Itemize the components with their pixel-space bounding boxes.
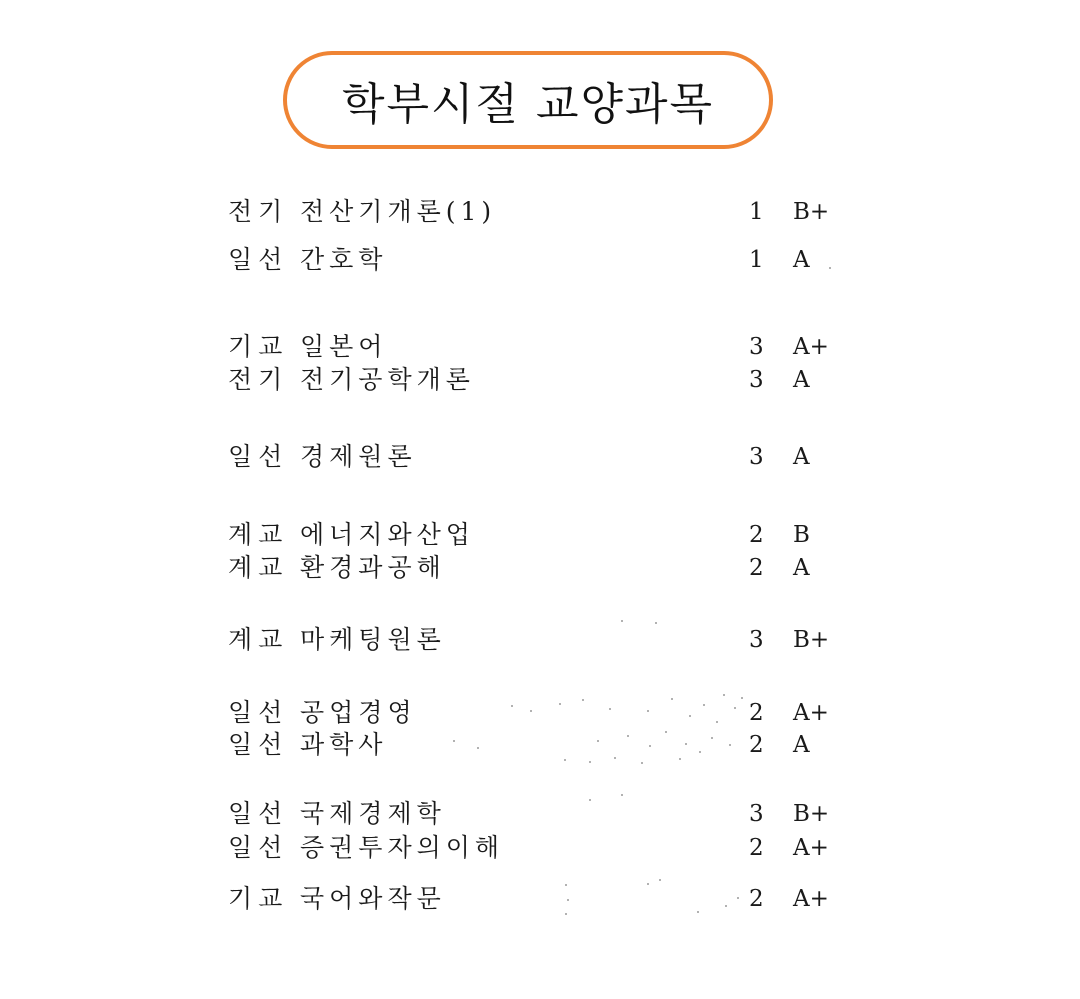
course-category: 일선 — [228, 799, 289, 828]
course-credits: 2 — [749, 522, 764, 548]
course-credits: 3 — [749, 334, 764, 360]
course-name: 과학사 — [300, 730, 388, 759]
course-name: 공업경영 — [300, 698, 417, 727]
course-category: 전기 — [228, 365, 289, 394]
course-credits: 3 — [749, 444, 764, 470]
course-name: 환경과공해 — [300, 553, 446, 582]
course-category: 계교 — [228, 553, 289, 582]
course-credits: 1 — [749, 199, 764, 225]
course-grade: A — [793, 444, 810, 470]
course-grade: A — [793, 247, 810, 273]
course-grade: B+ — [793, 627, 830, 653]
course-name: 국제경제학 — [300, 799, 446, 828]
course-credits: 2 — [749, 555, 764, 581]
course-name: 국어와작문 — [300, 884, 446, 913]
course-credits: 2 — [749, 732, 764, 758]
course-name: 전산기개론(1) — [300, 197, 497, 226]
course-grade: A+ — [793, 886, 829, 912]
course-category: 일선 — [228, 442, 289, 471]
course-credits: 2 — [749, 700, 764, 726]
course-category: 전기 — [228, 197, 289, 226]
course-grade: A — [793, 732, 810, 758]
course-credits: 3 — [749, 627, 764, 653]
course-credits: 2 — [749, 886, 764, 912]
course-name: 전기공학개론 — [300, 365, 475, 394]
course-category: 일선 — [228, 730, 289, 759]
course-category: 계교 — [228, 625, 289, 654]
course-credits: 3 — [749, 367, 764, 393]
course-category: 기교 — [228, 884, 289, 913]
course-name: 마케팅원론 — [300, 625, 446, 654]
page-title: 학부시절 교양과목 — [341, 79, 715, 130]
course-category: 일선 — [228, 833, 289, 862]
course-grade: A+ — [793, 334, 829, 360]
course-grade: A — [793, 367, 810, 393]
course-name: 증권투자의이해 — [300, 833, 505, 862]
course-name: 경제원론 — [300, 442, 417, 471]
course-grade: B+ — [793, 801, 830, 827]
course-category: 기교 — [228, 332, 289, 361]
course-name: 에너지와산업 — [300, 520, 475, 549]
course-credits: 2 — [749, 835, 764, 861]
course-grade: B — [793, 522, 810, 548]
course-grade: A+ — [793, 835, 829, 861]
course-category: 계교 — [228, 520, 289, 549]
course-grade: A — [793, 555, 810, 581]
course-credits: 3 — [749, 801, 764, 827]
course-category: 일선 — [228, 698, 289, 727]
course-grade: B+ — [793, 199, 830, 225]
course-grade: A+ — [793, 700, 829, 726]
course-name: 일본어 — [300, 332, 388, 361]
course-credits: 1 — [749, 247, 764, 273]
course-category: 일선 — [228, 245, 289, 274]
course-name: 간호학 — [300, 245, 388, 274]
